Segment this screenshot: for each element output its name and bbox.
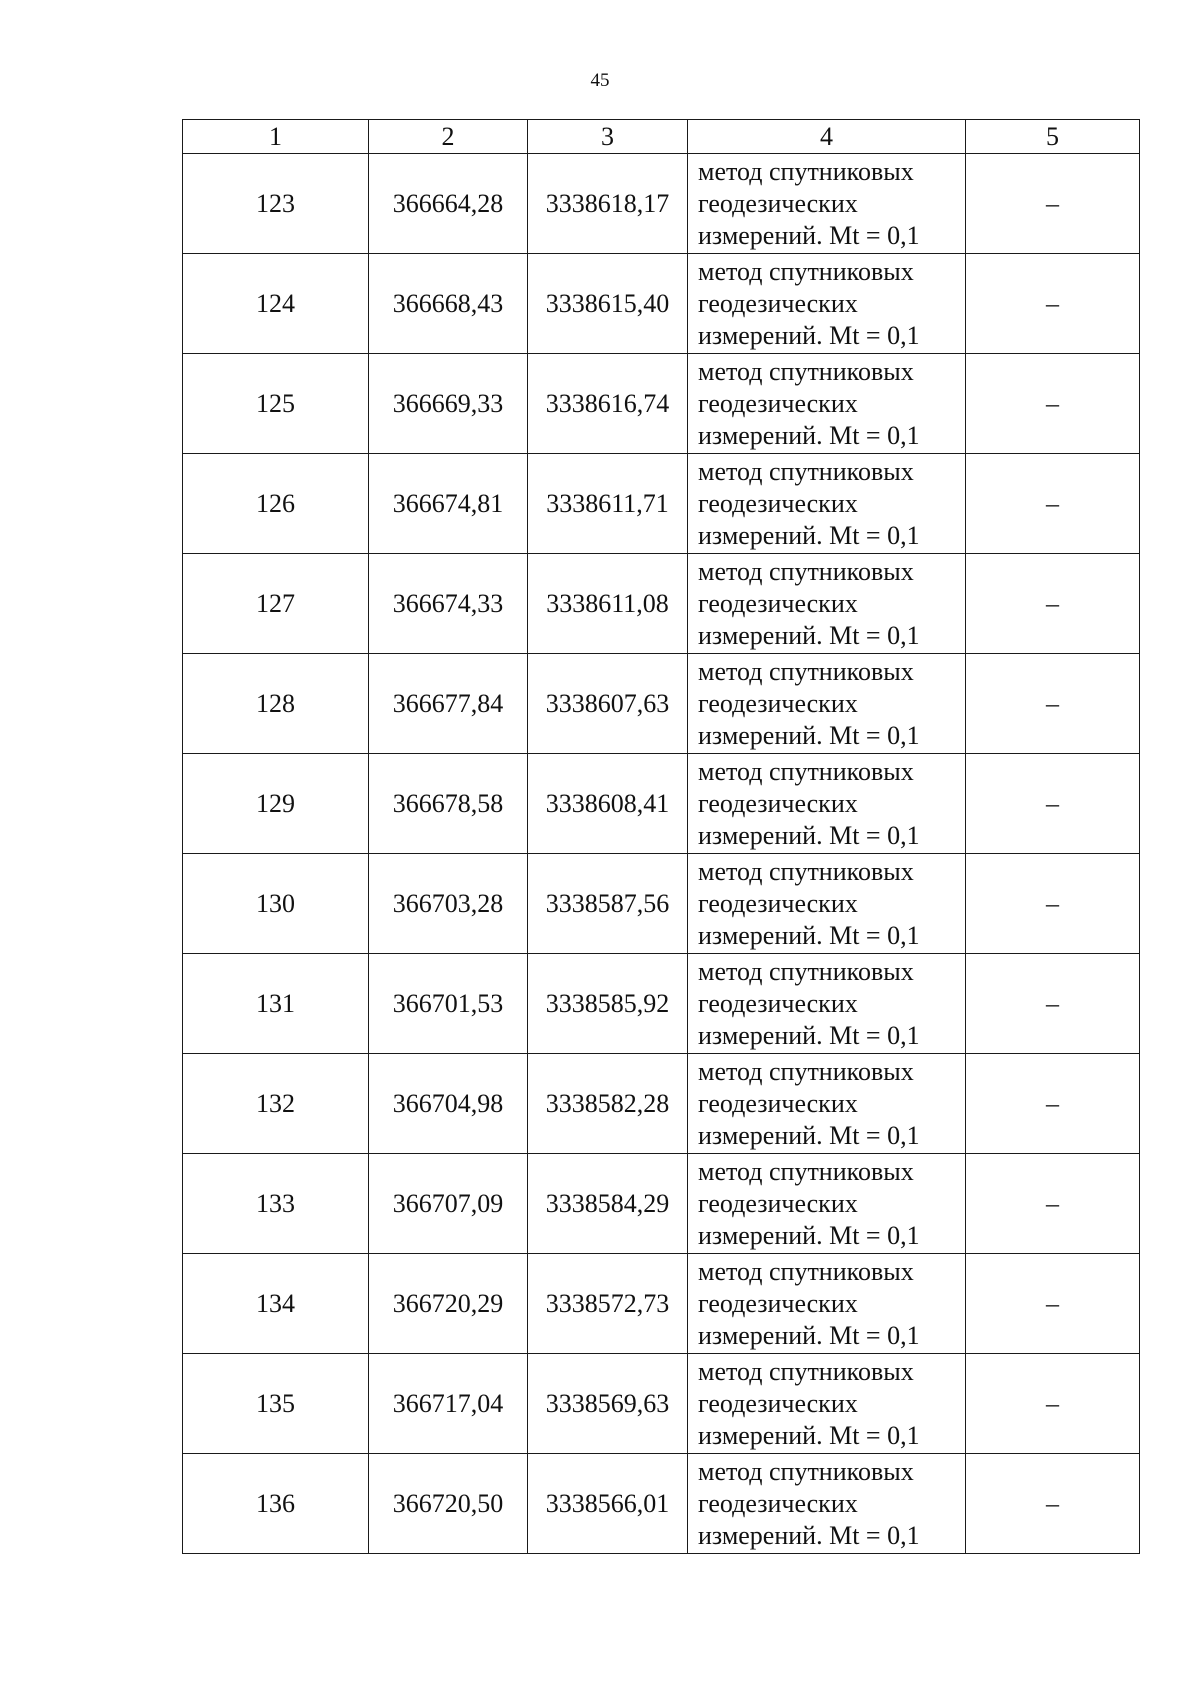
method-cell <box>688 754 966 854</box>
method-line: метод спутниковых <box>698 256 914 286</box>
header-cell-2: 2 <box>369 120 528 154</box>
note-cell: – <box>966 1454 1140 1554</box>
table-row <box>183 354 1140 454</box>
method-line: метод спутниковых <box>698 956 914 986</box>
table-row <box>183 254 1140 354</box>
note-cell: – <box>966 354 1140 454</box>
method-line: измерений. Mt = 0,1 <box>698 820 920 850</box>
x-coordinate-cell: 366717,04 <box>369 1354 528 1454</box>
method-line: измерений. Mt = 0,1 <box>698 1320 920 1350</box>
method-line: метод спутниковых <box>698 156 914 186</box>
x-coordinate-cell: 366674,81 <box>369 454 528 554</box>
method-line: геодезических <box>698 1288 858 1318</box>
point-number-cell: 133 <box>183 1154 369 1254</box>
method-line: измерений. Mt = 0,1 <box>698 520 920 550</box>
page-number: 45 <box>590 70 610 91</box>
method-cell <box>688 1354 966 1454</box>
method-cell <box>688 854 966 954</box>
method-cell <box>688 954 966 1054</box>
table-row <box>183 654 1140 754</box>
x-coordinate-cell: 366707,09 <box>369 1154 528 1254</box>
note-cell: – <box>966 1054 1140 1154</box>
note-cell: – <box>966 154 1140 254</box>
method-line: геодезических <box>698 388 858 418</box>
y-coordinate-cell: 3338566,01 <box>528 1454 688 1554</box>
table-row <box>183 154 1140 254</box>
method-line: измерений. Mt = 0,1 <box>698 1520 920 1550</box>
y-coordinate-cell: 3338607,63 <box>528 654 688 754</box>
method-line: измерений. Mt = 0,1 <box>698 620 920 650</box>
x-coordinate-cell: 366678,58 <box>369 754 528 854</box>
y-coordinate-cell: 3338618,17 <box>528 154 688 254</box>
table-row <box>183 1354 1140 1454</box>
method-line: метод спутниковых <box>698 456 914 486</box>
y-coordinate-cell: 3338584,29 <box>528 1154 688 1254</box>
method-cell <box>688 1254 966 1354</box>
method-line: измерений. Mt = 0,1 <box>698 1120 920 1150</box>
note-cell: – <box>966 1254 1140 1354</box>
method-cell <box>688 1054 966 1154</box>
table-row <box>183 754 1140 854</box>
x-coordinate-cell: 366664,28 <box>369 154 528 254</box>
method-line: геодезических <box>698 188 858 218</box>
method-cell <box>688 154 966 254</box>
table-row <box>183 854 1140 954</box>
y-coordinate-cell: 3338585,92 <box>528 954 688 1054</box>
note-cell: – <box>966 1154 1140 1254</box>
x-coordinate-cell: 366701,53 <box>369 954 528 1054</box>
y-coordinate-cell: 3338615,40 <box>528 254 688 354</box>
method-line: метод спутниковых <box>698 1356 914 1386</box>
point-number-cell: 124 <box>183 254 369 354</box>
note-cell: – <box>966 854 1140 954</box>
method-line: геодезических <box>698 988 858 1018</box>
method-line: метод спутниковых <box>698 1156 914 1186</box>
method-line: геодезических <box>698 1488 858 1518</box>
x-coordinate-cell: 366720,29 <box>369 1254 528 1354</box>
y-coordinate-cell: 3338582,28 <box>528 1054 688 1154</box>
point-number-cell: 126 <box>183 454 369 554</box>
method-cell <box>688 1454 966 1554</box>
y-coordinate-cell: 3338616,74 <box>528 354 688 454</box>
table-row <box>183 1154 1140 1254</box>
x-coordinate-cell: 366677,84 <box>369 654 528 754</box>
method-line: метод спутниковых <box>698 556 914 586</box>
method-cell <box>688 654 966 754</box>
method-line: измерений. Mt = 0,1 <box>698 1420 920 1450</box>
method-line: метод спутниковых <box>698 756 914 786</box>
method-cell <box>688 354 966 454</box>
x-coordinate-cell: 366704,98 <box>369 1054 528 1154</box>
method-cell <box>688 254 966 354</box>
method-line: геодезических <box>698 588 858 618</box>
method-line: геодезических <box>698 788 858 818</box>
table-body <box>183 154 1140 1554</box>
table-row <box>183 454 1140 554</box>
method-cell <box>688 1154 966 1254</box>
note-cell: – <box>966 754 1140 854</box>
method-line: измерений. Mt = 0,1 <box>698 1020 920 1050</box>
header-cell-3: 3 <box>528 120 688 154</box>
point-number-cell: 135 <box>183 1354 369 1454</box>
table-row <box>183 554 1140 654</box>
method-line: измерений. Mt = 0,1 <box>698 920 920 950</box>
x-coordinate-cell: 366668,43 <box>369 254 528 354</box>
method-line: геодезических <box>698 688 858 718</box>
point-number-cell: 123 <box>183 154 369 254</box>
note-cell: – <box>966 454 1140 554</box>
y-coordinate-cell: 3338572,73 <box>528 1254 688 1354</box>
point-number-cell: 132 <box>183 1054 369 1154</box>
method-cell <box>688 454 966 554</box>
note-cell: – <box>966 554 1140 654</box>
x-coordinate-cell: 366674,33 <box>369 554 528 654</box>
method-line: геодезических <box>698 1188 858 1218</box>
y-coordinate-cell: 3338608,41 <box>528 754 688 854</box>
header-cell-1: 1 <box>183 120 369 154</box>
x-coordinate-cell: 366669,33 <box>369 354 528 454</box>
point-number-cell: 134 <box>183 1254 369 1354</box>
note-cell: – <box>966 954 1140 1054</box>
table-row <box>183 1454 1140 1554</box>
point-number-cell: 136 <box>183 1454 369 1554</box>
method-line: измерений. Mt = 0,1 <box>698 220 920 250</box>
method-line: геодезических <box>698 888 858 918</box>
method-line: метод спутниковых <box>698 856 914 886</box>
coordinates-table <box>182 119 1140 1554</box>
x-coordinate-cell: 366703,28 <box>369 854 528 954</box>
table-row <box>183 1054 1140 1154</box>
method-line: геодезических <box>698 288 858 318</box>
point-number-cell: 125 <box>183 354 369 454</box>
table-header <box>183 120 1140 154</box>
header-cell-5: 5 <box>966 120 1140 154</box>
method-line: геодезических <box>698 1088 858 1118</box>
method-line: метод спутниковых <box>698 656 914 686</box>
table-row <box>183 954 1140 1054</box>
table-row <box>183 1254 1140 1354</box>
method-line: метод спутниковых <box>698 1256 914 1286</box>
header-row <box>183 120 1140 154</box>
y-coordinate-cell: 3338587,56 <box>528 854 688 954</box>
method-line: метод спутниковых <box>698 356 914 386</box>
point-number-cell: 129 <box>183 754 369 854</box>
method-line: измерений. Mt = 0,1 <box>698 1220 920 1250</box>
method-line: измерений. Mt = 0,1 <box>698 420 920 450</box>
method-cell <box>688 554 966 654</box>
note-cell: – <box>966 254 1140 354</box>
point-number-cell: 131 <box>183 954 369 1054</box>
method-line: метод спутниковых <box>698 1456 914 1486</box>
method-line: измерений. Mt = 0,1 <box>698 320 920 350</box>
x-coordinate-cell: 366720,50 <box>369 1454 528 1554</box>
y-coordinate-cell: 3338569,63 <box>528 1354 688 1454</box>
y-coordinate-cell: 3338611,71 <box>528 454 688 554</box>
point-number-cell: 128 <box>183 654 369 754</box>
method-line: геодезических <box>698 488 858 518</box>
header-cell-4: 4 <box>688 120 966 154</box>
y-coordinate-cell: 3338611,08 <box>528 554 688 654</box>
note-cell: – <box>966 1354 1140 1454</box>
method-line: геодезических <box>698 1388 858 1418</box>
point-number-cell: 130 <box>183 854 369 954</box>
method-line: измерений. Mt = 0,1 <box>698 720 920 750</box>
point-number-cell: 127 <box>183 554 369 654</box>
note-cell: – <box>966 654 1140 754</box>
method-line: метод спутниковых <box>698 1056 914 1086</box>
